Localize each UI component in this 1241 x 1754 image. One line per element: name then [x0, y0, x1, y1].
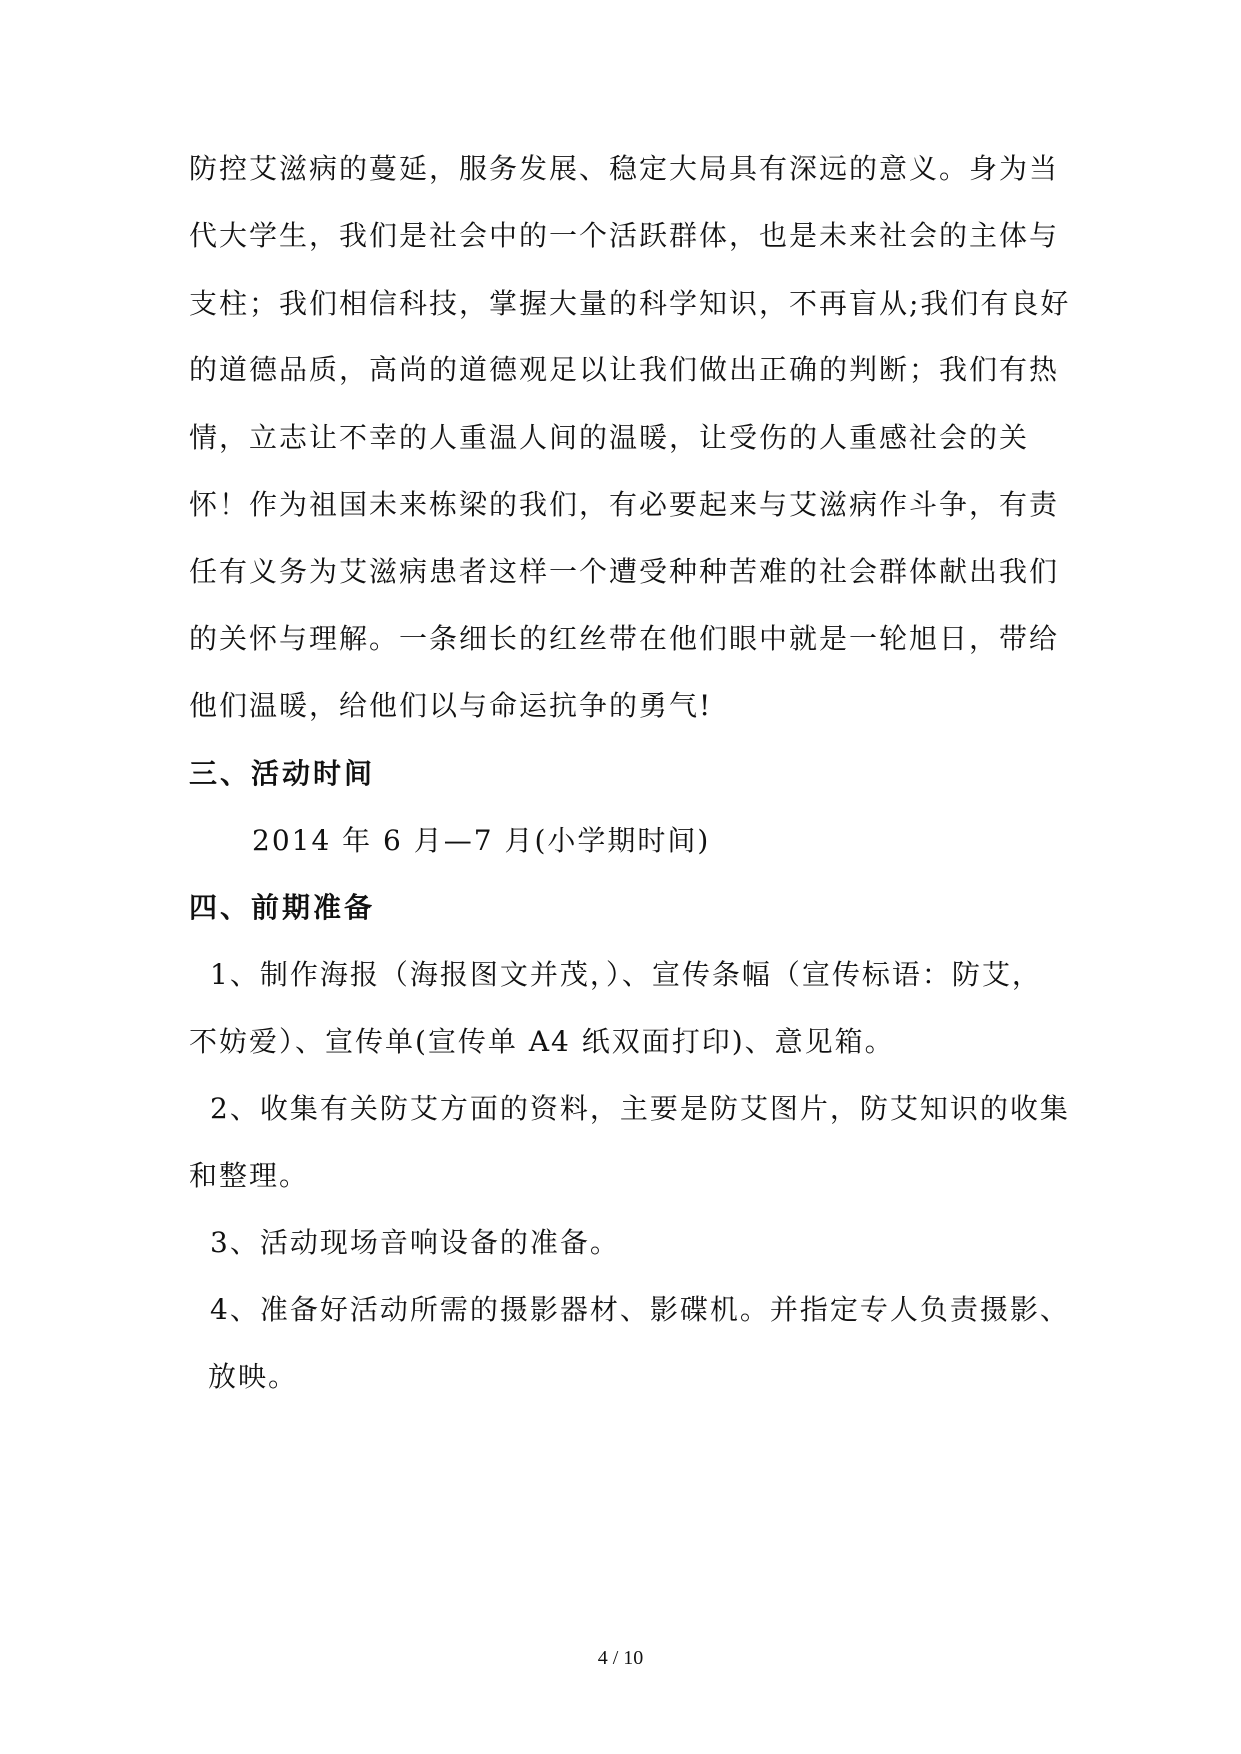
prep-item-2-line-1: 2、收集有关防艾方面的资料，主要是防艾图片，防艾知识的收集 [210, 1092, 1070, 1125]
body-line-5: 情，立志让不幸的人重温人间的温暖，让受伤的人重感社会的关 [189, 421, 1030, 454]
body-line-2: 代大学生，我们是社会中的一个活跃群体，也是未来社会的主体与 [189, 219, 1060, 252]
prep-item-1-line-1: 1、制作海报（海报图文并茂，）、宣传条幅（宣传标语：防艾， [210, 958, 1042, 991]
body-line-1: 防控艾滋病的蔓延，服务发展、稳定大局具有深远的意义。身为当 [189, 152, 1060, 185]
body-line-8: 的关怀与理解。一条细长的红丝带在他们眼中就是一轮旭日，带给 [189, 622, 1060, 655]
section-heading-preparation: 四、前期准备 [189, 891, 376, 924]
page-number: 4 / 10 [597, 1647, 644, 1669]
prep-item-2-line-2: 和整理。 [189, 1159, 310, 1192]
prep-item-3: 3、活动现场音响设备的准备。 [210, 1226, 620, 1259]
body-line-3: 支柱；我们相信科技，掌握大量的科学知识，不再盲从;我们有良好 [189, 287, 1071, 320]
body-line-6: 怀！作为祖国未来栋梁的我们，有必要起来与艾滋病作斗争，有责 [189, 488, 1060, 521]
section-heading-activity-time: 三、活动时间 [189, 757, 376, 790]
prep-item-4-line-2: 放映。 [208, 1360, 299, 1393]
body-line-4: 的道德品质，高尚的道德观足以让我们做出正确的判断；我们有热 [189, 353, 1060, 386]
prep-item-1-line-2: 不妨爱）、宣传单(宣传单 A4 纸双面打印)、意见箱。 [189, 1025, 895, 1058]
activity-date: 2014 年 6 月—7 月(小学期时间) [252, 824, 711, 857]
body-line-7: 任有义务为艾滋病患者这样一个遭受种种苦难的社会群体献出我们 [189, 555, 1060, 588]
body-line-9: 他们温暖，给他们以与命运抗争的勇气! [189, 689, 713, 722]
prep-item-4-line-1: 4、准备好活动所需的摄影器材、影碟机。并指定专人负责摄影、 [210, 1293, 1070, 1326]
